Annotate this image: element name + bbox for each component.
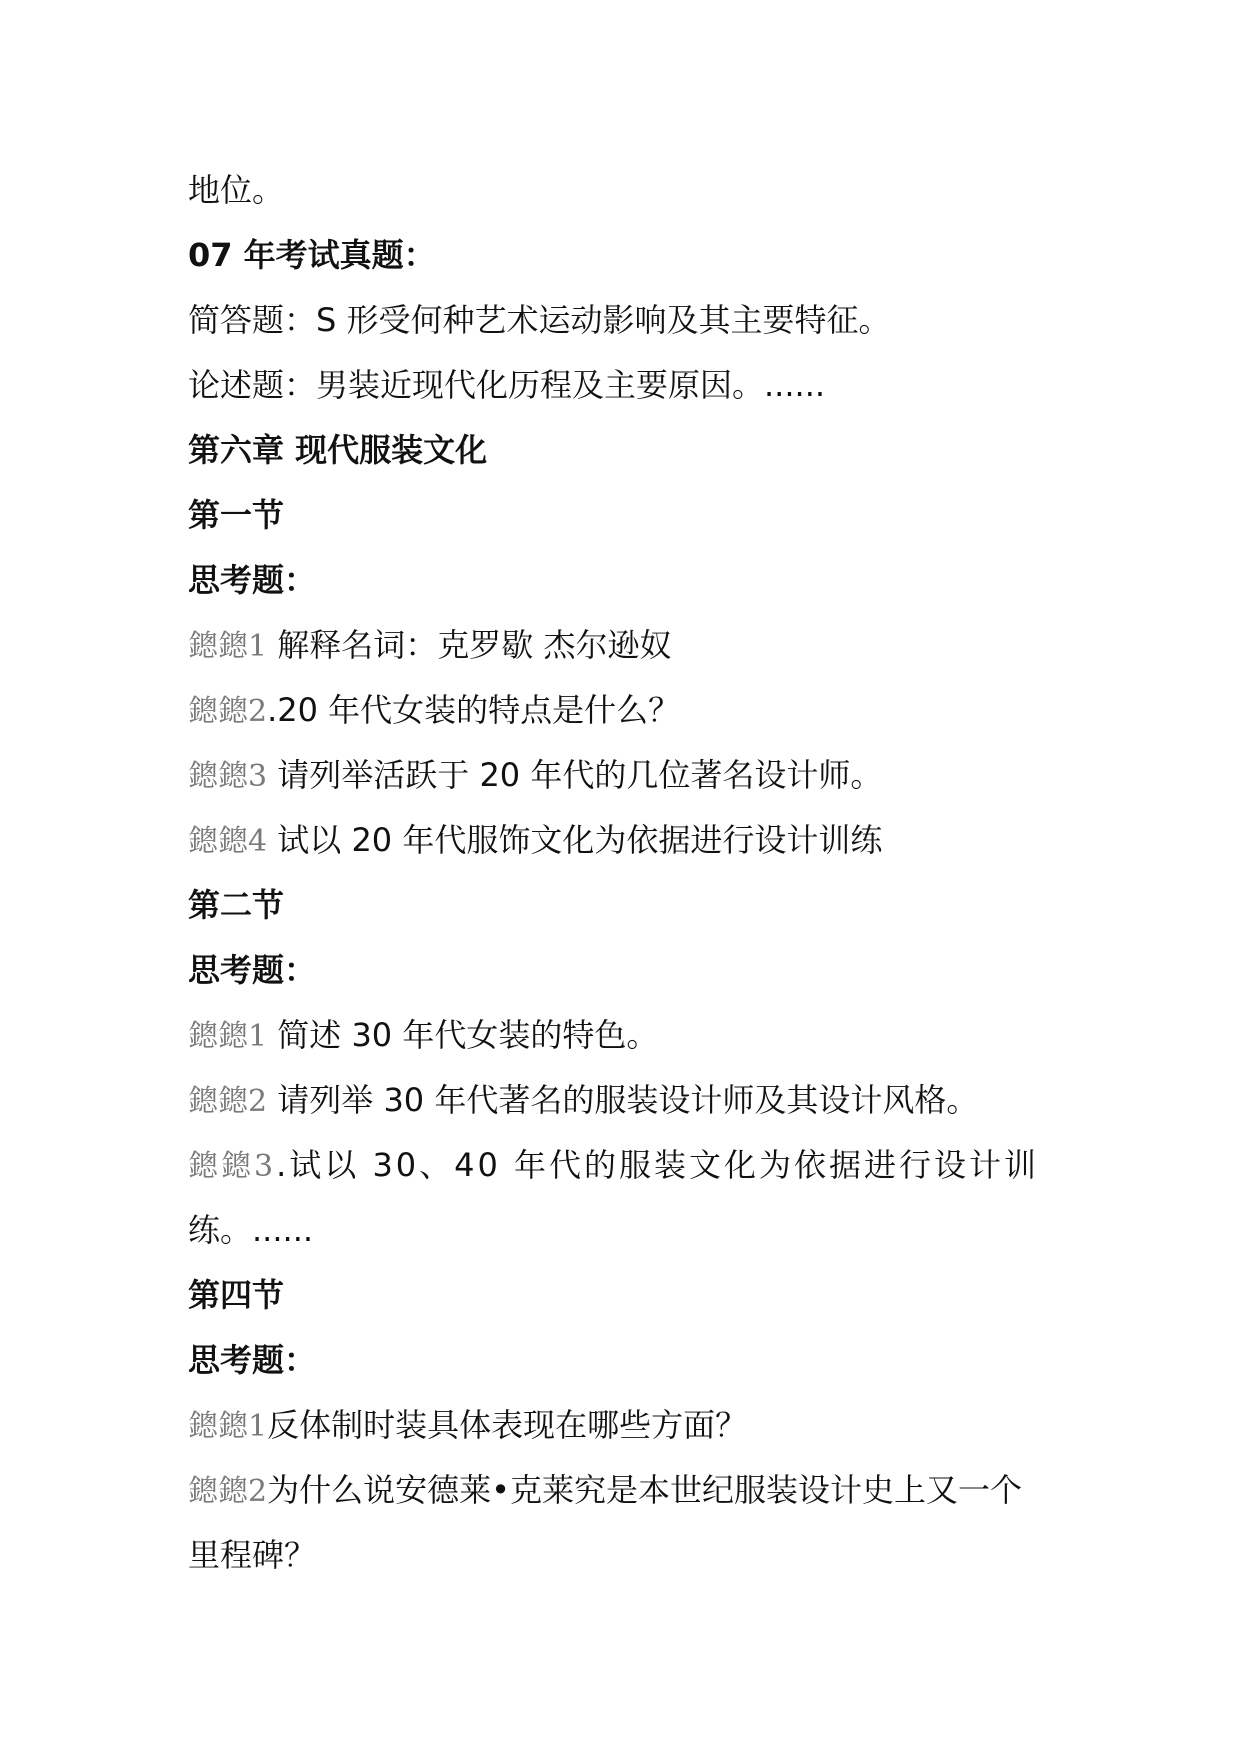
heading-text: 思考题：: [188, 561, 317, 599]
list-item-text: 里程碑？: [188, 1536, 317, 1574]
heading-text: 第二节: [188, 886, 285, 924]
list-item-text: .20 年代女装的特点是什么？: [267, 691, 681, 729]
questions-heading-2: [188, 938, 1068, 1003]
heading-text: 思考题：: [188, 951, 317, 989]
essay-question: [188, 353, 1068, 418]
paragraph-status-end: [188, 158, 1068, 223]
list-item-continuation: [188, 1198, 1068, 1263]
heading-text: 第六章 现代服装文化: [188, 431, 488, 469]
list-item-number: 鏓鏓2: [188, 694, 268, 729]
document-page: [188, 158, 1068, 1588]
list-item-text: 简述 30 年代女装的特色。: [267, 1016, 659, 1054]
list-item-text: .试以 30、40 年代的服装文化为依据进行设计训: [276, 1146, 1040, 1184]
list-item: [188, 808, 1068, 873]
list-item: [188, 1003, 1068, 1068]
list-item: [188, 1458, 1068, 1523]
list-item-number: 鏓鏓2: [188, 1084, 268, 1119]
list-item-number: 鏓鏓1: [188, 1409, 268, 1444]
paragraph-text: 简答题：S 形受何种艺术运动影响及其主要特征。: [188, 301, 891, 339]
heading-text: 07 年考试真题：: [188, 236, 436, 274]
list-item: [188, 743, 1068, 808]
list-item: [188, 1133, 1068, 1198]
list-item-text: 解释名词：克罗歇 杰尔逊奴: [267, 626, 672, 664]
list-item-number: 鏓鏓3: [188, 759, 268, 794]
short-answer-question: [188, 288, 1068, 353]
list-item-number: 鏓鏓3: [188, 1149, 277, 1184]
paragraph-text: 地位。: [188, 171, 285, 209]
list-item-text: 试以 20 年代服饰文化为依据进行设计训练: [267, 821, 883, 859]
list-item: [188, 613, 1068, 678]
questions-heading-1: [188, 548, 1068, 613]
list-item-continuation: [188, 1523, 1068, 1588]
paragraph-text: 论述题：男装近现代化历程及主要原因。......: [188, 366, 826, 404]
list-item-number: 鏓鏓4: [188, 824, 268, 859]
list-item-number: 鏓鏓1: [188, 1019, 268, 1054]
heading-text: 思考题：: [188, 1341, 317, 1379]
heading-text: 第一节: [188, 496, 285, 534]
chapter-heading: [188, 418, 1068, 483]
list-item-text: 反体制时装具体表现在哪些方面？: [267, 1406, 748, 1444]
list-item: [188, 1393, 1068, 1458]
list-item-text: 为什么说安德莱•克莱究是本世纪服装设计史上又一个: [267, 1471, 1022, 1509]
section-heading-4: [188, 1263, 1068, 1328]
list-item-text: 练。......: [188, 1211, 314, 1249]
section-heading-1: [188, 483, 1068, 548]
heading-text: 第四节: [188, 1276, 285, 1314]
list-item: [188, 1068, 1068, 1133]
list-item: [188, 678, 1068, 743]
questions-heading-4: [188, 1328, 1068, 1393]
list-item-number: 鏓鏓1: [188, 629, 268, 664]
section-heading-2: [188, 873, 1068, 938]
list-item-text: 请列举活跃于 20 年代的几位著名设计师。: [267, 756, 883, 794]
list-item-text: 请列举 30 年代著名的服装设计师及其设计风格。: [267, 1081, 979, 1119]
list-item-number: 鏓鏓2: [188, 1474, 268, 1509]
heading-07-exam: [188, 223, 1068, 288]
